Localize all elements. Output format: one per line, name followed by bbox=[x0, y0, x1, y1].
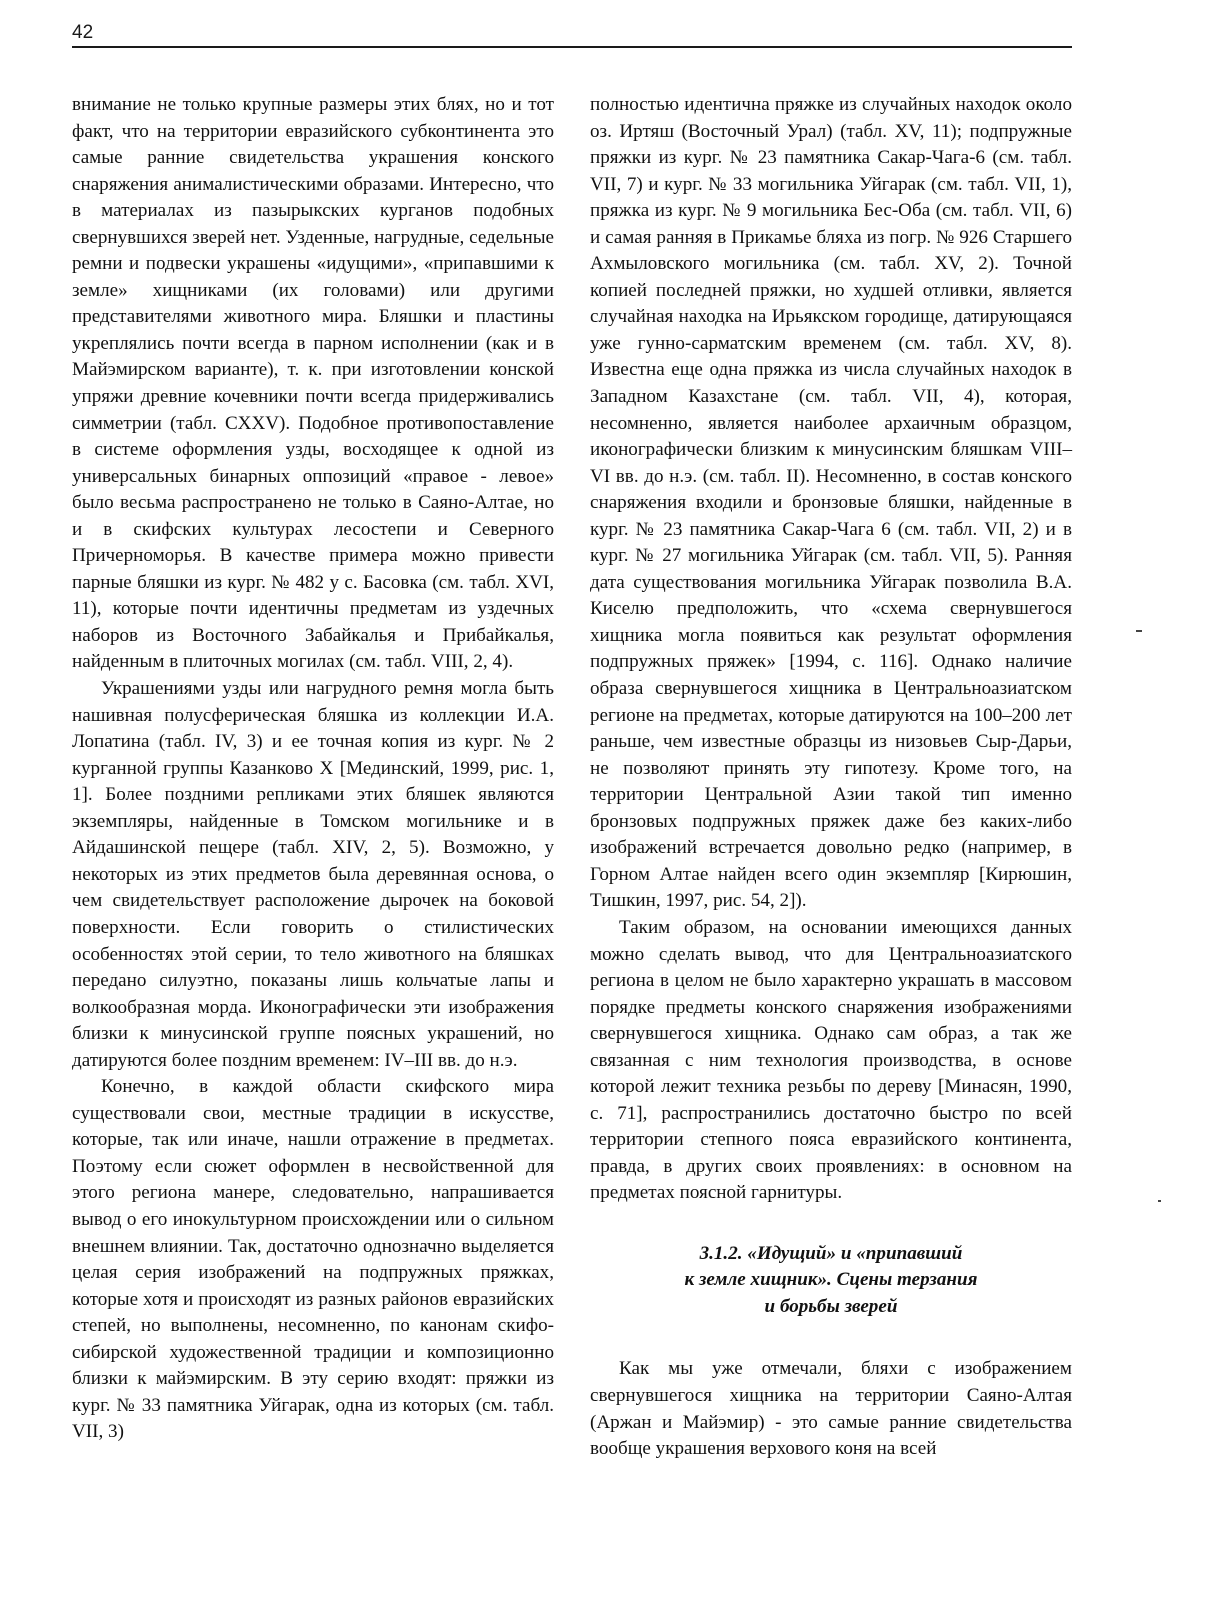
left-column bbox=[72, 92, 554, 1446]
right-column bbox=[590, 92, 1072, 1463]
section-heading bbox=[590, 1241, 1072, 1321]
header-rule bbox=[72, 46, 1072, 48]
page-number: 42 bbox=[72, 22, 94, 43]
paragraph: внимание не только крупные размеры этих блях, но и тот факт, что на территории евразийского субконтинента это самые ранние свидетельства украшения конского снаряжения анималистическими образами. Интересно, что в материалах из пазырыкских курганов подобных свернувшихся зверей нет. Узденные, нагрудные, седельные ремни и подвески украшены «идущими», «припавшими к земле» хищниками (их головами) или другими представителями животного мира. Бляшки и пластины укреплялись почти всегда в парном исполнении (как и в Майэмирском варианте), т. к. при изготовлении конской упряжи древние кочевники почти всегда придерживались симметрии (табл. CXXV). Подобное противопоставление в системе оформления узды, восходящее к одной из универсальных бинарных оппозиций «правое - левое» было весьма распространено не только в Саяно-Алтае, но и в скифских культурах лесостепи и Северного Причерноморья. В качестве примера можно привести парные бляшки из кург. № 482 у с. Басовка (см. табл. XVI, 11), которые почти идентичны предметам из уздечных наборов из Восточного Забайкалья и Прибайкалья, найденным в плиточных могилах (см. табл. VIII, 2, 4). bbox=[72, 94, 554, 673]
section-heading-line: к земле хищник». Сцены терзания bbox=[684, 1269, 978, 1291]
paragraph: Конечно, в каждой области скифского мира существовали свои, местные традиции в искусстве, которые, так или иначе, нашли отражение в предметах. Поэтому если сюжет оформлен в несвойственной для этого региона манере, следовательно, напрашивается вывод о его инокультурном происхождении или о сильном внешнем влиянии. Так, достаточно однозначно выделяется целая серия изображений на подпружных пряжках, которые хотя и происходят из разных районов евразийских степей, но выполнены, несомненно, по канонам скифо-сибирской художественной традиции и композиционно близки к майэмирским. В эту серию входят: пряжки из кург. № 33 памятника Уйгарак, одна из которых (см. табл. VII, 3) bbox=[72, 1076, 554, 1443]
paragraph: Как мы уже отмечали, бляхи с изображением свернувшегося хищника на территории Саяно-Алтая (Аржан и Майэмир) - это самые ранние свидетельства вообще украшения верхового коня на всей bbox=[590, 1358, 1072, 1460]
scan-speck bbox=[1158, 1200, 1161, 1202]
section-heading-line: 3.1.2. «Идущий» и «припавший bbox=[699, 1242, 963, 1264]
paragraph: полностью идентична пряжке из случайных находок около оз. Иртяш (Восточный Урал) (табл. XV, 11); подпружные пряжки из кург. № 23 памятника Сакар-Чага-6 (см. табл. VII, 7) и кург. № 33 могильника Уйгарак (см. табл. VII, 1), пряжка из кург. № 9 могильника Бес-Оба (см. табл. VII, 6) и самая ранняя в Прикамье бляха из погр. № 926 Старшего Ахмыловского могильника (см. табл. XV, 2). Точной копией последней пряжки, но худшей отливки, является случайная находка на Ирьякском городище, датирующаяся уже гунно-сарматским временем (см. табл. XV, 8). Известна еще одна пряжка из числа случайных находок в Западном Казахстане (см. табл. VII, 4), которая, несомненно, является наиболее архаичным образцом, иконографически близким к минусинским бляшкам VIII–VI вв. до н.э. (см. табл. II). Несомненно, в состав конского снаряжения входили и бронзовые бляшки, найденные в кург. № 23 памятника Сакар-Чага 6 (см. табл. VII, 2) и в кург. № 27 могильника Уйгарак (см. табл. VII, 5). Ранняя дата существования могильника Уйгарак позволила В.А. Киселю предположить, что «схема свернувшегося хищника могла появиться как результат оформления подпружных пряжек» [1994, с. 116]. Однако наличие образа свернувшегося хищника в Центральноазиатском регионе на предметах, которые датируются на 100–200 лет раньше, чем известные образцы из низовьев Сыр-Дарьи, не позволяют принять эту гипотезу. Кроме того, на территории Центральной Азии такой тип именно бронзовых подпружных пряжек даже без каких-либо изображений встречается довольно редко (например, в Горном Алтае найден всего один экземпляр [Кирюшин, Тишкин, 1997, рис. 54, 2]). bbox=[590, 94, 1072, 912]
paragraph: Украшениями узды или нагрудного ремня могла быть нашивная полусферическая бляшка из коллекции И.А. Лопатина (табл. IV, 3) и ее точная копия из кург. № 2 курганной группы Казанково X [Мединский, 1999, рис. 1, 1]. Более поздними репликами этих бляшек являются экземпляры, найденные в Томском могильнике и в Айдашинской пещере (табл. XIV, 2, 5). Возможно, у некоторых из этих предметов была деревянная основа, о чем свидетельствует расположение дырочек на боковой поверхности. Если говорить о стилистических особенностях этой серии, то тело животного на бляшках передано силуэтно, показаны лишь кольчатые лапы и волкообразная морда. Иконографически эти изображения близки к минусинской группе поясных украшений, но датируются более поздним временем: IV–III вв. до н.э. bbox=[72, 678, 554, 1071]
section-heading-line: и борьбы зверей bbox=[764, 1295, 898, 1317]
paragraph: Таким образом, на основании имеющихся данных можно сделать вывод, что для Центральноазиатского региона в целом не было характерно украшать в массовом порядке предметы конского снаряжения изображениями свернувшегося хищника. Однако сам образ, а так же связанная с ним технология производства, в основе которой лежит техника резьбы по дереву [Минасян, 1990, с. 71], распространились достаточно быстро по всей территории степного пояса евразийского континента, правда, в других своих проявлениях: в основном на предметах поясной гарнитуры. bbox=[590, 916, 1072, 1204]
scan-speck bbox=[1136, 630, 1142, 632]
